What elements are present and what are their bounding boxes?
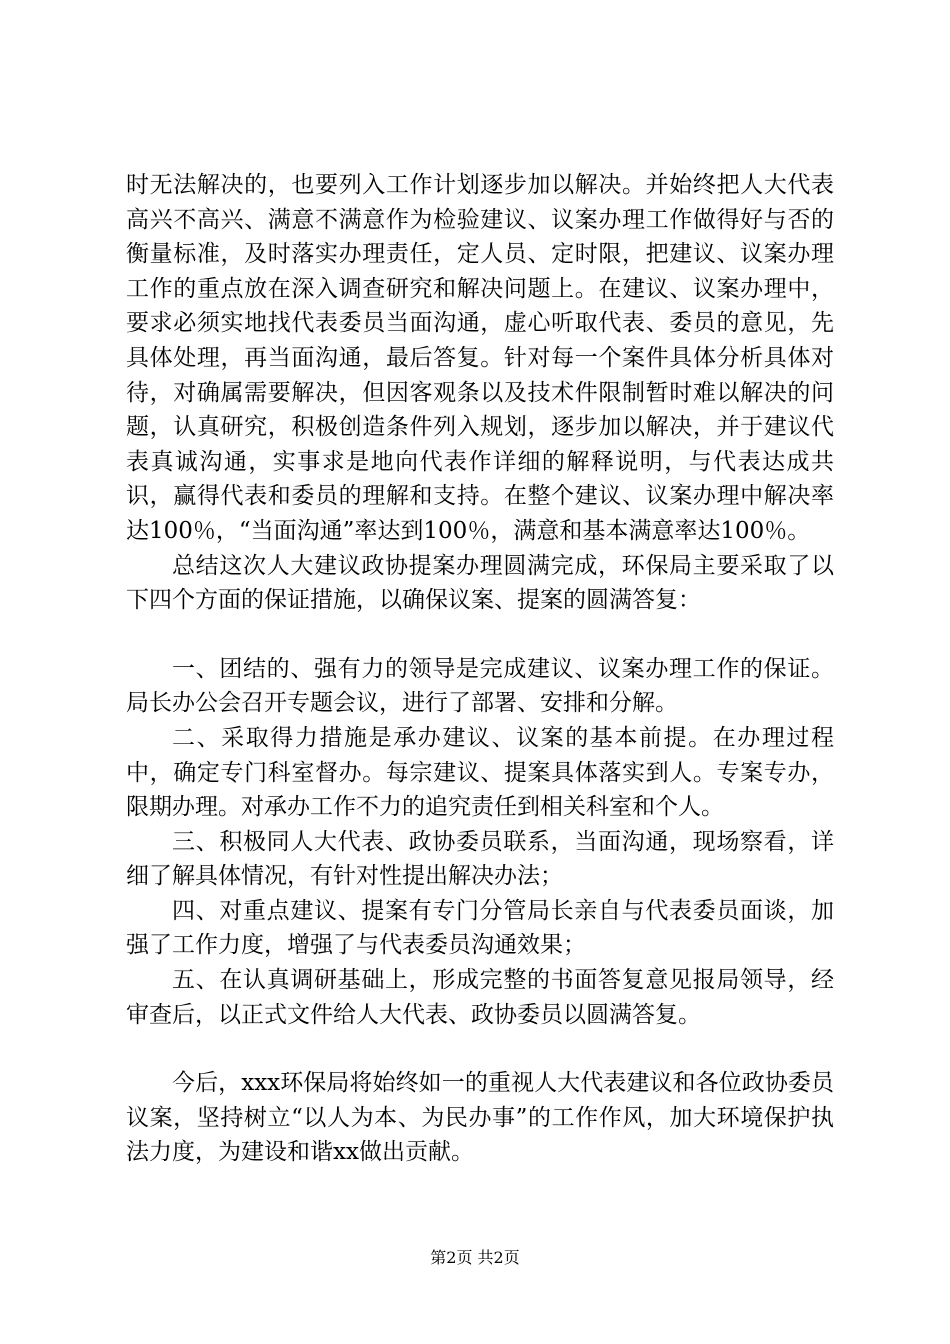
paragraph-measure-1: 一、团结的、强有力的领导是完成建议、议案办理工作的保证。局长办公会召开专题会议，进行了部署、安排和分解。 [126,655,834,717]
paragraph-summary: 总结这次人大建议政协提案办理圆满完成，环保局主要采取了以下四个方面的保证措施，以确保议案、提案的圆满答复： [126,552,834,614]
paragraph-measure-4: 四、对重点建议、提案有专门分管局长亲自与代表委员面谈，加强了工作力度，增强了与代表委员沟通效果； [126,897,834,959]
paragraph-measure-3: 三、积极同人大代表、政协委员联系，当面沟通，现场察看，详细了解具体情况，有针对性提出解决办法； [126,828,834,890]
paragraph-measure-5: 五、在认真调研基础上，形成完整的书面答复意见报局领导，经审查后，以正式文件给人大代表、政协委员以圆满答复。 [126,967,834,1028]
paragraph-conclusion: 今后，xxx环保局将始终如一的重视人大代表建议和各位政协委员议案，坚持树立“以人为本、为民办事”的工作作风，加大环境保护执法力度，为建设和谐xx做出贡献。 [126,1070,834,1166]
document-body [126,168,834,1170]
paragraph-measure-2: 二、采取得力措施是承办建议、议案的基本前提。在办理过程中，确定专门科室督办。每宗建议、提案具体落实到人。专案专办，限期办理。对承办工作不力的追究责任到相关科室和个人。 [126,724,834,821]
page-number-footer: 第2页 共2页 [430,1248,520,1267]
paragraph-continuation: 时无法解决的，也要列入工作计划逐步加以解决。并始终把人大代表高兴不高兴、满意不满意作为检验建议、议案办理工作做得好与否的衡量标准，及时落实办理责任，定人员、定时限，把建议、议案办理工作的重点放在深入调查研究和解决问题上。在建议、议案办理中，要求必须实地找代表委员当面沟通，虚心听取代表、委员的意见，先具体处理，再当面沟通，最后答复。针对每一个案件具体分析具体对待，对确属需要解决，但因客观条以及技术件限制暂时难以解决的问题，认真研究，积极创造条件列入规划，逐步加以解决，并于建议代表真诚沟通，实事求是地向代表作详细的解释说明，与代表达成共识，赢得代表和委员的理解和支持。在整个建议、议案办理中解决率达100％，“当面沟通”率达到100％，满意和基本满意率达100％。 [126,172,834,544]
